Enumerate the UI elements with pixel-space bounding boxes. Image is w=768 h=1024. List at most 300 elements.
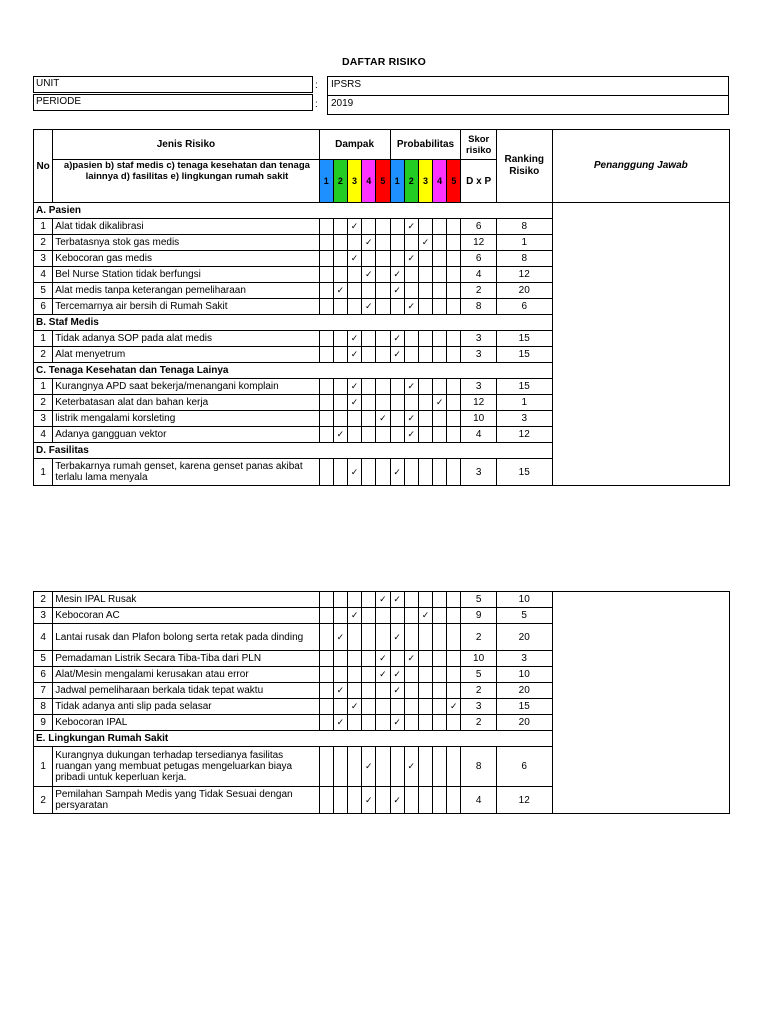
unit-colon: : (315, 80, 318, 91)
probabilitas-cell-3 (418, 347, 432, 363)
dampak-check-mark: ✓ (376, 592, 390, 608)
probabilitas-cell-4 (433, 683, 447, 699)
penanggung-jawab-cell (552, 592, 729, 814)
row-ranking: 10 (496, 667, 552, 683)
dampak-check-mark: ✓ (347, 251, 361, 267)
col-penanggung-header: Penanggung Jawab (552, 130, 729, 203)
dampak-cell-1 (319, 299, 333, 315)
probabilitas-cell-3 (418, 299, 432, 315)
probabilitas-cell-5 (447, 395, 461, 411)
section-title: C. Tenaga Kesehatan dan Tenaga Lainya (34, 363, 553, 379)
row-risk: Kebocoran IPAL (53, 715, 319, 731)
probabilitas-cell-5 (447, 747, 461, 787)
probabilitas-check-mark: ✓ (404, 747, 418, 787)
row-ranking: 20 (496, 683, 552, 699)
dampak-cell-1 (319, 699, 333, 715)
probabilitas-cell-4 (433, 267, 447, 283)
document-title: DAFTAR RISIKO (341, 56, 427, 68)
dampak-cell-1 (319, 267, 333, 283)
probabilitas-cell-4 (433, 592, 447, 608)
dampak-cell-5 (376, 459, 390, 486)
probabilitas-check-mark: ✓ (390, 667, 404, 683)
row-skor: 3 (461, 379, 496, 395)
dampak-cell-3 (348, 787, 362, 814)
dampak-cell-4 (362, 411, 376, 427)
probabilitas-check-mark: ✓ (433, 395, 447, 411)
dampak-cell-3 (348, 667, 362, 683)
probabilitas-cell-2 (404, 347, 418, 363)
probabilitas-cell-3 (418, 459, 432, 486)
dampak-cell-3 (347, 235, 361, 251)
row-ranking: 3 (496, 651, 552, 667)
probabilitas-cell-5 (447, 683, 461, 699)
dampak-cell-1 (319, 251, 333, 267)
probabilitas-cell-3 (418, 251, 432, 267)
probabilitas-cell-1 (390, 235, 404, 251)
dampak-cell-5 (376, 427, 390, 443)
dampak-cell-1 (319, 715, 333, 731)
probabilitas-scale-4: 4 (433, 160, 447, 203)
probabilitas-cell-2 (404, 283, 418, 299)
dampak-cell-1 (319, 379, 333, 395)
row-ranking: 15 (496, 379, 552, 395)
dampak-check-mark: ✓ (347, 219, 361, 235)
col-no-header: No (34, 130, 53, 203)
probabilitas-cell-5 (447, 379, 461, 395)
dampak-cell-4 (362, 251, 376, 267)
dampak-cell-5 (376, 787, 390, 814)
dampak-cell-1 (319, 459, 333, 486)
row-no: 2 (34, 395, 53, 411)
probabilitas-check-mark: ✓ (390, 683, 404, 699)
row-skor: 3 (461, 699, 496, 715)
probabilitas-check-mark: ✓ (404, 651, 418, 667)
dampak-cell-5 (376, 608, 390, 624)
probabilitas-cell-4 (433, 251, 447, 267)
row-ranking: 20 (496, 283, 552, 299)
row-risk: Mesin IPAL Rusak (53, 592, 319, 608)
dampak-cell-5 (376, 747, 390, 787)
probabilitas-cell-2 (404, 699, 418, 715)
dampak-cell-1 (319, 651, 333, 667)
row-skor: 4 (461, 427, 496, 443)
dampak-cell-4 (362, 395, 376, 411)
probabilitas-check-mark: ✓ (404, 411, 418, 427)
probabilitas-check-mark: ✓ (390, 715, 404, 731)
row-skor: 5 (461, 592, 496, 608)
periode-colon: : (315, 99, 318, 110)
dampak-cell-3 (347, 427, 361, 443)
row-ranking: 3 (496, 411, 552, 427)
row-ranking: 8 (496, 219, 552, 235)
dampak-cell-2 (333, 379, 347, 395)
probabilitas-cell-3 (418, 592, 432, 608)
probabilitas-cell-4 (433, 235, 447, 251)
dampak-check-mark: ✓ (376, 651, 390, 667)
row-no: 1 (34, 379, 53, 395)
probabilitas-cell-5 (447, 347, 461, 363)
row-no: 9 (34, 715, 53, 731)
probabilitas-scale-1: 1 (390, 160, 404, 203)
probabilitas-cell-4 (433, 411, 447, 427)
dampak-cell-5 (376, 379, 390, 395)
dampak-cell-4 (362, 715, 376, 731)
probabilitas-cell-4 (433, 715, 447, 731)
row-no: 1 (34, 459, 53, 486)
probabilitas-cell-5 (447, 299, 461, 315)
probabilitas-cell-4 (433, 624, 447, 651)
row-ranking: 12 (496, 427, 552, 443)
row-ranking: 15 (496, 459, 552, 486)
dampak-cell-1 (319, 787, 333, 814)
row-no: 3 (34, 411, 53, 427)
dampak-cell-1 (319, 235, 333, 251)
dampak-cell-1 (319, 427, 333, 443)
dampak-cell-4 (362, 347, 376, 363)
dampak-check-mark: ✓ (348, 699, 362, 715)
row-skor: 6 (461, 219, 496, 235)
row-ranking: 15 (496, 331, 552, 347)
dampak-cell-2 (333, 747, 347, 787)
row-risk: Bel Nurse Station tidak berfungsi (53, 267, 319, 283)
probabilitas-cell-4 (433, 299, 447, 315)
dampak-cell-5 (376, 267, 390, 283)
row-no: 3 (34, 608, 53, 624)
dampak-check-mark: ✓ (347, 395, 361, 411)
dampak-scale-5: 5 (376, 160, 390, 203)
unit-label: UNIT (33, 76, 313, 93)
probabilitas-cell-2 (404, 667, 418, 683)
row-no: 6 (34, 667, 53, 683)
probabilitas-cell-5 (447, 592, 461, 608)
row-risk: Alat/Mesin mengalami kerusakan atau error (53, 667, 319, 683)
dampak-cell-3 (348, 715, 362, 731)
probabilitas-cell-1 (390, 747, 404, 787)
probabilitas-cell-3 (418, 715, 432, 731)
probabilitas-cell-5 (447, 651, 461, 667)
unit-value: IPSRS (327, 76, 729, 96)
dampak-cell-5 (376, 624, 390, 651)
row-no: 4 (34, 624, 53, 651)
dampak-cell-4 (362, 667, 376, 683)
probabilitas-check-mark: ✓ (390, 267, 404, 283)
dampak-cell-3 (348, 683, 362, 699)
dampak-check-mark: ✓ (362, 747, 376, 787)
dampak-cell-2 (333, 251, 347, 267)
probabilitas-cell-1 (390, 608, 404, 624)
row-no: 2 (34, 347, 53, 363)
row-skor: 8 (461, 747, 496, 787)
row-no: 1 (34, 331, 53, 347)
dampak-cell-4 (362, 427, 376, 443)
probabilitas-cell-5 (447, 427, 461, 443)
row-skor: 3 (461, 347, 496, 363)
row-skor: 5 (461, 667, 496, 683)
dampak-cell-2 (333, 395, 347, 411)
dampak-check-mark: ✓ (333, 624, 347, 651)
row-skor: 9 (461, 608, 496, 624)
dampak-cell-4 (362, 651, 376, 667)
probabilitas-cell-3 (418, 379, 432, 395)
probabilitas-cell-1 (390, 395, 404, 411)
row-risk: Tidak adanya anti slip pada selasar (53, 699, 319, 715)
probabilitas-cell-1 (390, 379, 404, 395)
probabilitas-cell-5 (447, 235, 461, 251)
periode-label: PERIODE (33, 94, 313, 111)
dampak-check-mark: ✓ (362, 267, 376, 283)
row-skor: 2 (461, 624, 496, 651)
dampak-cell-5 (376, 683, 390, 699)
probabilitas-cell-4 (433, 427, 447, 443)
row-no: 5 (34, 283, 53, 299)
dampak-cell-4 (362, 331, 376, 347)
row-skor: 12 (461, 235, 496, 251)
row-no: 5 (34, 651, 53, 667)
probabilitas-cell-5 (447, 331, 461, 347)
dampak-scale-3: 3 (347, 160, 361, 203)
probabilitas-cell-3 (418, 427, 432, 443)
row-skor: 4 (461, 267, 496, 283)
dampak-check-mark: ✓ (333, 283, 347, 299)
row-risk: Alat menyetrum (53, 347, 319, 363)
probabilitas-cell-4 (433, 459, 447, 486)
probabilitas-cell-2 (404, 235, 418, 251)
probabilitas-cell-3 (418, 699, 432, 715)
probabilitas-cell-4 (433, 747, 447, 787)
row-ranking: 8 (496, 251, 552, 267)
row-skor: 3 (461, 331, 496, 347)
row-skor: 2 (461, 683, 496, 699)
dampak-check-mark: ✓ (362, 299, 376, 315)
probabilitas-cell-5 (447, 787, 461, 814)
row-no: 3 (34, 251, 53, 267)
row-ranking: 12 (496, 267, 552, 283)
probabilitas-cell-2 (404, 715, 418, 731)
probabilitas-cell-4 (433, 667, 447, 683)
table-row (34, 592, 730, 608)
probabilitas-cell-3 (418, 411, 432, 427)
row-skor: 4 (461, 787, 496, 814)
probabilitas-cell-4 (433, 347, 447, 363)
row-no: 8 (34, 699, 53, 715)
dampak-cell-2 (333, 267, 347, 283)
dampak-cell-5 (376, 299, 390, 315)
probabilitas-cell-3 (418, 395, 432, 411)
dampak-cell-2 (333, 235, 347, 251)
dampak-cell-2 (333, 411, 347, 427)
probabilitas-cell-1 (390, 651, 404, 667)
dampak-cell-1 (319, 592, 333, 608)
probabilitas-cell-5 (447, 608, 461, 624)
probabilitas-cell-1 (390, 699, 404, 715)
probabilitas-cell-3 (418, 219, 432, 235)
row-risk: Tidak adanya SOP pada alat medis (53, 331, 319, 347)
probabilitas-cell-2 (404, 608, 418, 624)
dampak-cell-4 (362, 379, 376, 395)
probabilitas-check-mark: ✓ (390, 592, 404, 608)
dampak-check-mark: ✓ (376, 667, 390, 683)
dampak-cell-1 (319, 608, 333, 624)
dampak-check-mark: ✓ (362, 235, 376, 251)
dampak-cell-3 (347, 283, 361, 299)
probabilitas-check-mark: ✓ (418, 235, 432, 251)
probabilitas-cell-1 (390, 427, 404, 443)
section-row (34, 203, 730, 219)
row-ranking: 12 (496, 787, 552, 814)
probabilitas-check-mark: ✓ (404, 299, 418, 315)
row-skor: 6 (461, 251, 496, 267)
probabilitas-cell-2 (404, 592, 418, 608)
probabilitas-cell-3 (418, 683, 432, 699)
probabilitas-cell-3 (418, 267, 432, 283)
probabilitas-check-mark: ✓ (404, 379, 418, 395)
dampak-check-mark: ✓ (348, 608, 362, 624)
row-risk: Terbatasnya stok gas medis (53, 235, 319, 251)
dampak-cell-1 (319, 347, 333, 363)
probabilitas-cell-3 (418, 624, 432, 651)
row-risk: Tercemarnya air bersih di Rumah Sakit (53, 299, 319, 315)
probabilitas-cell-2 (404, 683, 418, 699)
dampak-cell-1 (319, 331, 333, 347)
probabilitas-cell-2 (404, 459, 418, 486)
probabilitas-cell-4 (433, 379, 447, 395)
row-skor: 3 (461, 459, 496, 486)
row-risk: Adanya gangguan vektor (53, 427, 319, 443)
row-ranking: 6 (496, 299, 552, 315)
dampak-cell-1 (319, 219, 333, 235)
row-ranking: 1 (496, 395, 552, 411)
dampak-cell-2 (333, 299, 347, 315)
probabilitas-check-mark: ✓ (418, 608, 432, 624)
dampak-cell-1 (319, 411, 333, 427)
dampak-cell-2 (333, 651, 347, 667)
dampak-cell-5 (376, 715, 390, 731)
dampak-cell-5 (376, 699, 390, 715)
row-risk: Kebocoran AC (53, 608, 319, 624)
dampak-cell-4 (362, 608, 376, 624)
probabilitas-check-mark: ✓ (390, 283, 404, 299)
dampak-check-mark: ✓ (347, 331, 361, 347)
probabilitas-cell-2 (404, 624, 418, 651)
dampak-cell-5 (376, 347, 390, 363)
dampak-cell-3 (348, 624, 362, 651)
dampak-cell-5 (376, 395, 390, 411)
probabilitas-cell-5 (447, 283, 461, 299)
col-jenis-subheader: a)pasien b) staf medis c) tenaga kesehatan dan tenaga lainnya d) fasilitas e) lingkungan rumah sakit (53, 160, 319, 203)
row-skor: 2 (461, 283, 496, 299)
probabilitas-check-mark: ✓ (404, 251, 418, 267)
row-no: 1 (34, 747, 53, 787)
row-skor: 8 (461, 299, 496, 315)
dampak-cell-2 (333, 459, 347, 486)
row-no: 1 (34, 219, 53, 235)
row-no: 4 (34, 427, 53, 443)
risk-table-page-2 (33, 591, 730, 814)
probabilitas-scale-2: 2 (404, 160, 418, 203)
probabilitas-cell-4 (433, 283, 447, 299)
row-no: 2 (34, 592, 53, 608)
dampak-cell-4 (362, 459, 376, 486)
probabilitas-cell-4 (433, 219, 447, 235)
dampak-cell-5 (376, 251, 390, 267)
dampak-cell-2 (333, 331, 347, 347)
probabilitas-cell-5 (447, 624, 461, 651)
probabilitas-cell-4 (433, 651, 447, 667)
dampak-cell-2 (333, 608, 347, 624)
row-risk: Pemadaman Listrik Secara Tiba-Tiba dari PLN (53, 651, 319, 667)
dampak-cell-2 (333, 667, 347, 683)
dampak-check-mark: ✓ (333, 683, 347, 699)
dampak-check-mark: ✓ (362, 787, 376, 814)
row-skor: 10 (461, 651, 496, 667)
probabilitas-cell-5 (447, 251, 461, 267)
row-no: 2 (34, 787, 53, 814)
probabilitas-cell-1 (390, 219, 404, 235)
row-risk: Kurangnya dukungan terhadap tersedianya fasilitas ruangan yang membuat petugas mengeluarkan biaya pribadi untuk keperluan kerja. (53, 747, 319, 787)
row-skor: 12 (461, 395, 496, 411)
col-probabilitas-header: Probabilitas (390, 130, 461, 160)
row-risk: Alat medis tanpa keterangan pemeliharaan (53, 283, 319, 299)
probabilitas-cell-3 (418, 747, 432, 787)
risk-table-page-1 (33, 129, 730, 486)
probabilitas-cell-2 (404, 267, 418, 283)
dampak-cell-5 (376, 331, 390, 347)
probabilitas-scale-5: 5 (447, 160, 461, 203)
section-title: A. Pasien (34, 203, 553, 219)
row-ranking: 20 (496, 715, 552, 731)
row-no: 2 (34, 235, 53, 251)
dampak-scale-1: 1 (319, 160, 333, 203)
dampak-cell-1 (319, 395, 333, 411)
dampak-cell-3 (348, 651, 362, 667)
row-skor: 2 (461, 715, 496, 731)
row-no: 4 (34, 267, 53, 283)
row-ranking: 15 (496, 347, 552, 363)
dampak-check-mark: ✓ (347, 347, 361, 363)
probabilitas-check-mark: ✓ (390, 347, 404, 363)
row-risk: listrik mengalami korsleting (53, 411, 319, 427)
row-ranking: 20 (496, 624, 552, 651)
probabilitas-cell-5 (447, 267, 461, 283)
row-no: 6 (34, 299, 53, 315)
dampak-cell-5 (376, 235, 390, 251)
probabilitas-cell-4 (433, 608, 447, 624)
dampak-cell-4 (362, 624, 376, 651)
col-jenis-header: Jenis Risiko (53, 130, 319, 160)
dampak-cell-4 (362, 683, 376, 699)
row-ranking: 6 (496, 747, 552, 787)
col-ranking-header: Ranking Risiko (496, 130, 552, 203)
row-ranking: 5 (496, 608, 552, 624)
dampak-cell-2 (333, 347, 347, 363)
dampak-cell-3 (347, 267, 361, 283)
dampak-check-mark: ✓ (347, 379, 361, 395)
probabilitas-check-mark: ✓ (390, 787, 404, 814)
probabilitas-cell-3 (418, 651, 432, 667)
dampak-cell-4 (362, 219, 376, 235)
row-ranking: 10 (496, 592, 552, 608)
dampak-cell-4 (362, 283, 376, 299)
dampak-cell-3 (347, 299, 361, 315)
probabilitas-cell-3 (418, 283, 432, 299)
probabilitas-check-mark: ✓ (404, 427, 418, 443)
dampak-cell-1 (319, 747, 333, 787)
section-title: B. Staf Medis (34, 315, 553, 331)
probabilitas-cell-3 (418, 667, 432, 683)
dampak-cell-2 (333, 592, 347, 608)
row-risk: Pemilahan Sampah Medis yang Tidak Sesuai dengan persyaratan (53, 787, 319, 814)
dampak-cell-1 (319, 667, 333, 683)
